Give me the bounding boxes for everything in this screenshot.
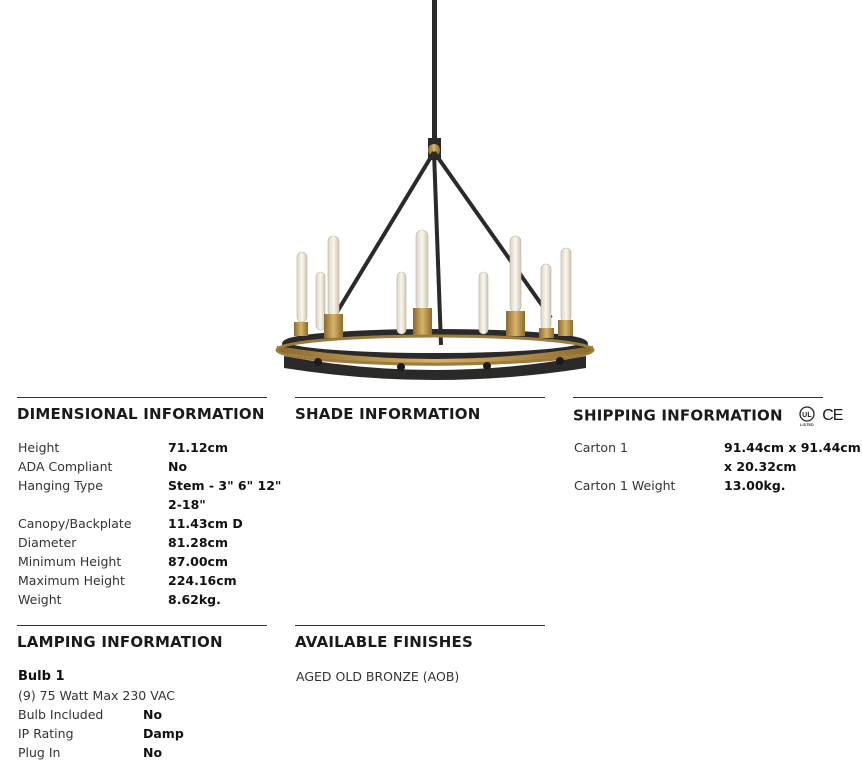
spec-value: Stem - 3" 6" 12" bbox=[168, 478, 282, 493]
spec-row bbox=[18, 743, 184, 762]
spec-label: Carton 1 Weight bbox=[574, 478, 676, 493]
lamping-title: LAMPING INFORMATION bbox=[17, 633, 223, 651]
spec-label: Plug In bbox=[18, 745, 61, 760]
shipping-title-text: SHIPPING INFORMATION bbox=[573, 406, 783, 425]
spec-label: Diameter bbox=[18, 535, 77, 550]
spec-label: Canopy/Backplate bbox=[18, 516, 132, 531]
spec-value-continued: x 20.32cm bbox=[724, 459, 797, 474]
spec-value: 91.44cm x 91.44cm bbox=[724, 440, 861, 455]
spec-value: 81.28cm bbox=[168, 535, 228, 550]
certification-marks bbox=[796, 405, 842, 427]
spec-row bbox=[18, 571, 281, 590]
bulb-description: (9) 75 Watt Max 230 VAC bbox=[18, 688, 176, 703]
ul-listed-icon bbox=[796, 405, 818, 427]
spec-row bbox=[18, 705, 184, 724]
spec-label: Weight bbox=[18, 592, 62, 607]
spec-label: Bulb Included bbox=[18, 707, 104, 722]
spec-value: 8.62kg. bbox=[168, 592, 221, 607]
spec-value: 87.00cm bbox=[168, 554, 228, 569]
finishes-list bbox=[296, 667, 459, 686]
spec-value: No bbox=[168, 459, 188, 474]
dimensional-table bbox=[18, 438, 281, 609]
dimensional-section bbox=[17, 397, 267, 423]
spec-row bbox=[18, 533, 281, 552]
spec-value: 224.16cm bbox=[168, 573, 237, 588]
spec-value-continued: 2-18" bbox=[168, 497, 206, 512]
lamping-section bbox=[17, 625, 267, 651]
dimensional-title: DIMENSIONAL INFORMATION bbox=[17, 405, 265, 423]
spec-row bbox=[18, 724, 184, 743]
finish-item: AGED OLD BRONZE (AOB) bbox=[296, 669, 460, 684]
spec-row bbox=[18, 438, 281, 457]
ce-mark-icon: CE bbox=[822, 407, 843, 424]
spec-value: No bbox=[143, 745, 163, 760]
spec-value: 11.43cm D bbox=[168, 516, 243, 531]
spec-row bbox=[18, 514, 281, 533]
lamping-table bbox=[18, 667, 184, 762]
ul-mark-text: UL bbox=[802, 412, 813, 419]
spec-label: ADA Compliant bbox=[18, 459, 113, 474]
spec-row bbox=[18, 552, 281, 571]
spec-value: No bbox=[143, 707, 163, 722]
spec-label: Carton 1 bbox=[574, 440, 628, 455]
shade-title: SHADE INFORMATION bbox=[295, 405, 481, 423]
spec-row bbox=[18, 476, 281, 514]
finishes-title: AVAILABLE FINISHES bbox=[295, 633, 473, 651]
spec-value: Damp bbox=[143, 726, 184, 741]
spec-label: Minimum Height bbox=[18, 554, 122, 569]
shade-section bbox=[295, 397, 545, 423]
section-divider bbox=[295, 397, 545, 398]
shipping-section bbox=[573, 397, 842, 427]
spec-label: Maximum Height bbox=[18, 573, 125, 588]
spec-label: Height bbox=[18, 440, 60, 455]
spec-row bbox=[574, 476, 861, 495]
spec-label: Hanging Type bbox=[18, 478, 103, 493]
finishes-section bbox=[295, 625, 545, 651]
spec-row bbox=[18, 590, 281, 609]
ul-listed-text: LISTED bbox=[800, 423, 815, 427]
bulb-title: Bulb 1 bbox=[18, 669, 65, 684]
chandelier-image bbox=[240, 0, 640, 385]
section-divider bbox=[17, 625, 267, 626]
section-divider bbox=[17, 397, 267, 398]
spec-label: IP Rating bbox=[18, 726, 74, 741]
spec-row bbox=[574, 438, 861, 476]
spec-value: 71.12cm bbox=[168, 440, 228, 455]
section-divider bbox=[295, 625, 545, 626]
shipping-title bbox=[573, 405, 842, 427]
spec-value: 13.00kg. bbox=[724, 478, 786, 493]
spec-value-group bbox=[724, 438, 861, 476]
spec-value-group bbox=[168, 476, 281, 514]
shipping-table bbox=[574, 438, 861, 495]
section-divider bbox=[573, 397, 823, 398]
spec-row bbox=[18, 457, 281, 476]
